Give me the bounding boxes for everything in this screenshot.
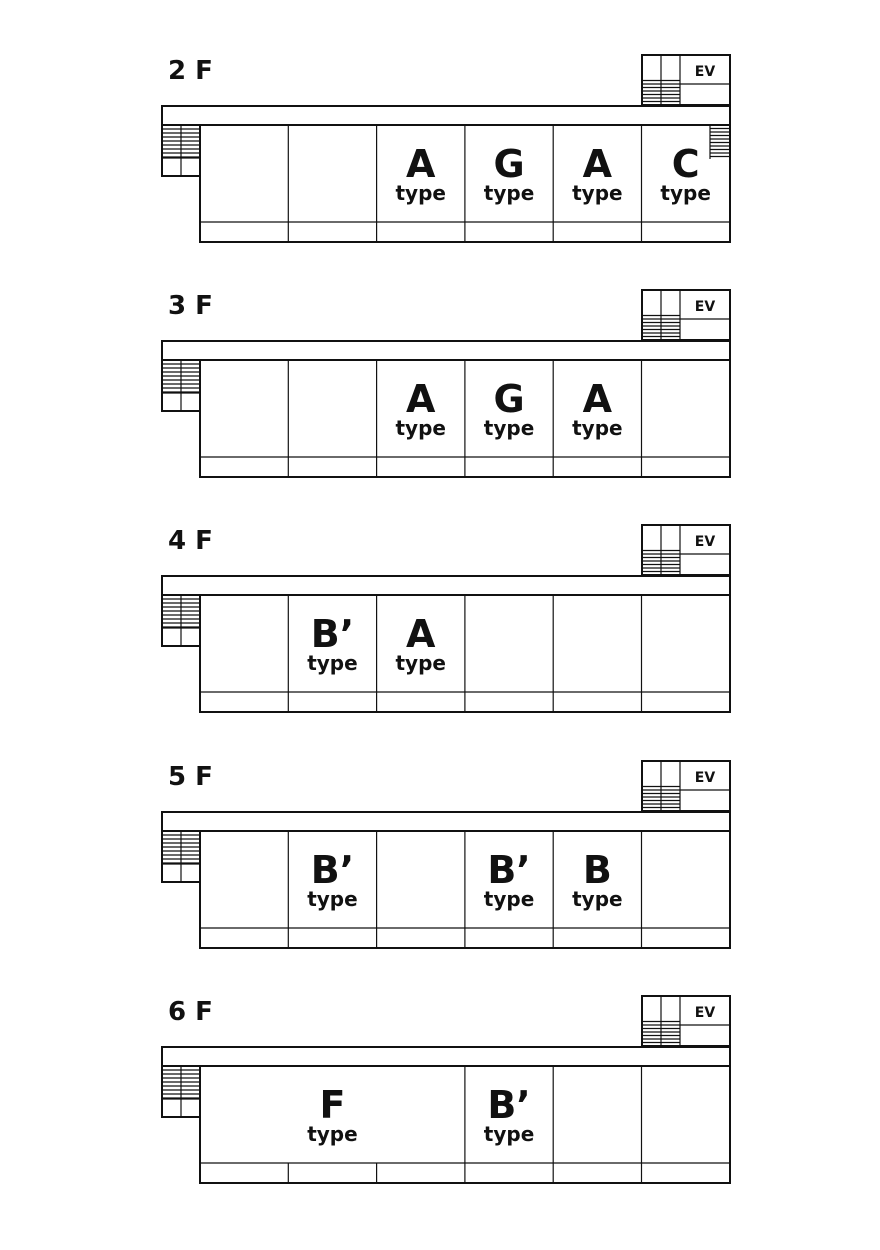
floor-3 (162, 290, 730, 477)
elevator-core (642, 55, 730, 105)
unit-type-letter: F (319, 1083, 346, 1127)
elevator-core (642, 761, 730, 811)
unit-block (200, 1066, 730, 1183)
left-stair (162, 360, 200, 411)
unit-type-letter: G (493, 142, 525, 186)
unit-type-word: type (483, 181, 535, 205)
unit-type-word: type (660, 181, 711, 205)
ev-label: EV (694, 770, 716, 786)
unit-type-word: type (483, 416, 535, 440)
core-stair-hatch (642, 551, 680, 572)
elevator-core (642, 290, 730, 340)
unit-type-word: type (483, 887, 535, 911)
unit-type-letter: B’ (487, 1083, 531, 1127)
floor-label: 3 F (168, 291, 213, 321)
unit-type-letter: C (671, 142, 700, 186)
core-stair-hatch (642, 81, 680, 102)
corridor (162, 1047, 730, 1066)
left-stair (162, 595, 200, 646)
left-stair (162, 1066, 200, 1117)
elevator-core (642, 996, 730, 1046)
unit-type-word: type (395, 651, 446, 675)
unit-type-word: type (395, 181, 446, 205)
corridor (162, 576, 730, 595)
core-stair-hatch (642, 787, 680, 808)
unit-block (200, 360, 730, 477)
unit-block (200, 831, 730, 948)
core-stair-hatch (642, 316, 680, 337)
ev-label: EV (694, 299, 716, 315)
unit-type-word: type (307, 651, 358, 675)
floor-6 (162, 996, 730, 1183)
floor-4 (162, 525, 730, 712)
unit-type-word: type (307, 887, 358, 911)
core-stair-hatch (642, 1022, 680, 1043)
unit-type-letter: A (406, 612, 436, 656)
corridor (162, 341, 730, 360)
unit-block (200, 125, 730, 242)
floor-label: 4 F (168, 526, 213, 556)
floor-label: 2 F (168, 56, 213, 86)
unit-type-letter: B (582, 848, 612, 892)
left-stair (162, 831, 200, 882)
unit-type-word: type (395, 416, 446, 440)
floor-label: 5 F (168, 762, 213, 792)
unit-type-letter: B’ (310, 612, 355, 656)
elevator-core (642, 525, 730, 575)
floor-2 (162, 55, 730, 242)
floor-5 (162, 761, 730, 948)
corridor (162, 106, 730, 125)
unit-type-word: type (483, 1122, 535, 1146)
unit-type-letter: A (582, 377, 613, 421)
unit-type-word: type (307, 1122, 358, 1146)
unit-type-word: type (572, 181, 623, 205)
unit-type-letter: G (493, 377, 525, 421)
ev-label: EV (694, 1005, 716, 1021)
unit-type-letter: A (406, 377, 436, 421)
unit-type-letter: A (406, 142, 436, 186)
ev-label: EV (694, 64, 716, 80)
unit-type-letter: B’ (310, 848, 355, 892)
unit-block (200, 595, 730, 712)
unit-type-letter: A (582, 142, 613, 186)
unit-type-word: type (572, 416, 623, 440)
unit-type-word: type (572, 887, 623, 911)
floor-label: 6 F (168, 997, 213, 1027)
unit-type-letter: B’ (487, 848, 531, 892)
corridor (162, 812, 730, 831)
ev-label: EV (694, 534, 716, 550)
left-stair (162, 125, 200, 176)
